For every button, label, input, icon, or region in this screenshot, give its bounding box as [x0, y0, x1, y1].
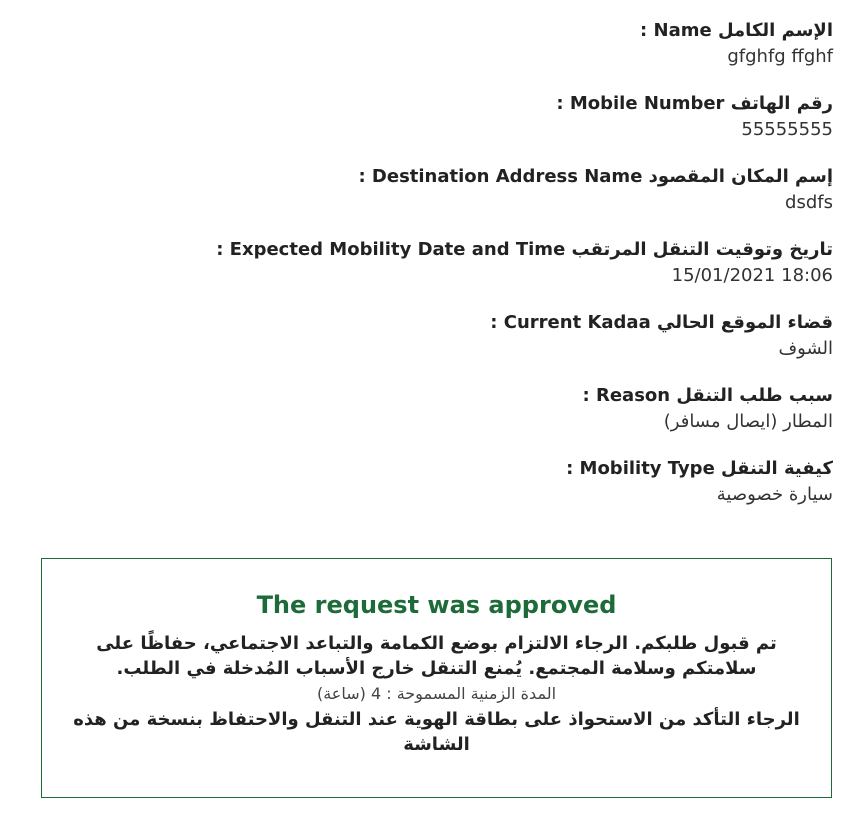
field-label: رقم الهاتف Mobile Number : [556, 93, 833, 114]
field-value: 18:06 15/01/2021 [671, 265, 833, 286]
field-value: gfghfg ffghf [727, 46, 833, 67]
field-expected-date-time [33, 237, 833, 289]
field-value: 55555555 [741, 119, 833, 140]
field-value: سيارة خصوصية [716, 484, 833, 505]
field-value: dsdfs [785, 192, 833, 213]
approval-note: الرجاء التأكد من الاستحواذ على بطاقة الهوية عند التنقل والاحتفاظ بنسخة من هذه الشاشة [73, 709, 800, 755]
field-label: كيفية التنقل Mobility Type : [566, 458, 833, 479]
approval-message: تم قبول طلبكم. الرجاء الالتزام بوضع الكمامة والتباعد الاجتماعي، حفاظًا على سلامتكم وسلامة المجتمع. يُمنع التنقل خارج الأسباب المُدخلة في الطلب. [96, 633, 777, 679]
field-value: الشوف [778, 338, 833, 359]
field-full-name [33, 18, 833, 70]
approval-box [41, 558, 832, 798]
approval-duration: المدة الزمنية المسموحة : 4 (ساعة) [316, 684, 557, 703]
field-reason [33, 383, 833, 435]
field-mobility-type [33, 456, 833, 508]
field-label: إسم المكان المقصود Destination Address Name : [358, 166, 833, 187]
field-mobile-number [33, 91, 833, 143]
request-details [33, 18, 833, 529]
approval-title: The request was approved [256, 591, 617, 619]
field-current-kadaa [33, 310, 833, 362]
field-label: الإسم الكامل Name : [640, 20, 833, 41]
field-destination-address [33, 164, 833, 216]
field-label: تاريخ وتوقيت التنقل المرتقب Expected Mobility Date and Time : [216, 239, 833, 260]
field-value: المطار (ايصال مسافر) [663, 411, 833, 432]
field-label: سبب طلب التنقل Reason : [582, 385, 833, 406]
field-label: قضاء الموقع الحالي Current Kadaa : [490, 312, 833, 333]
